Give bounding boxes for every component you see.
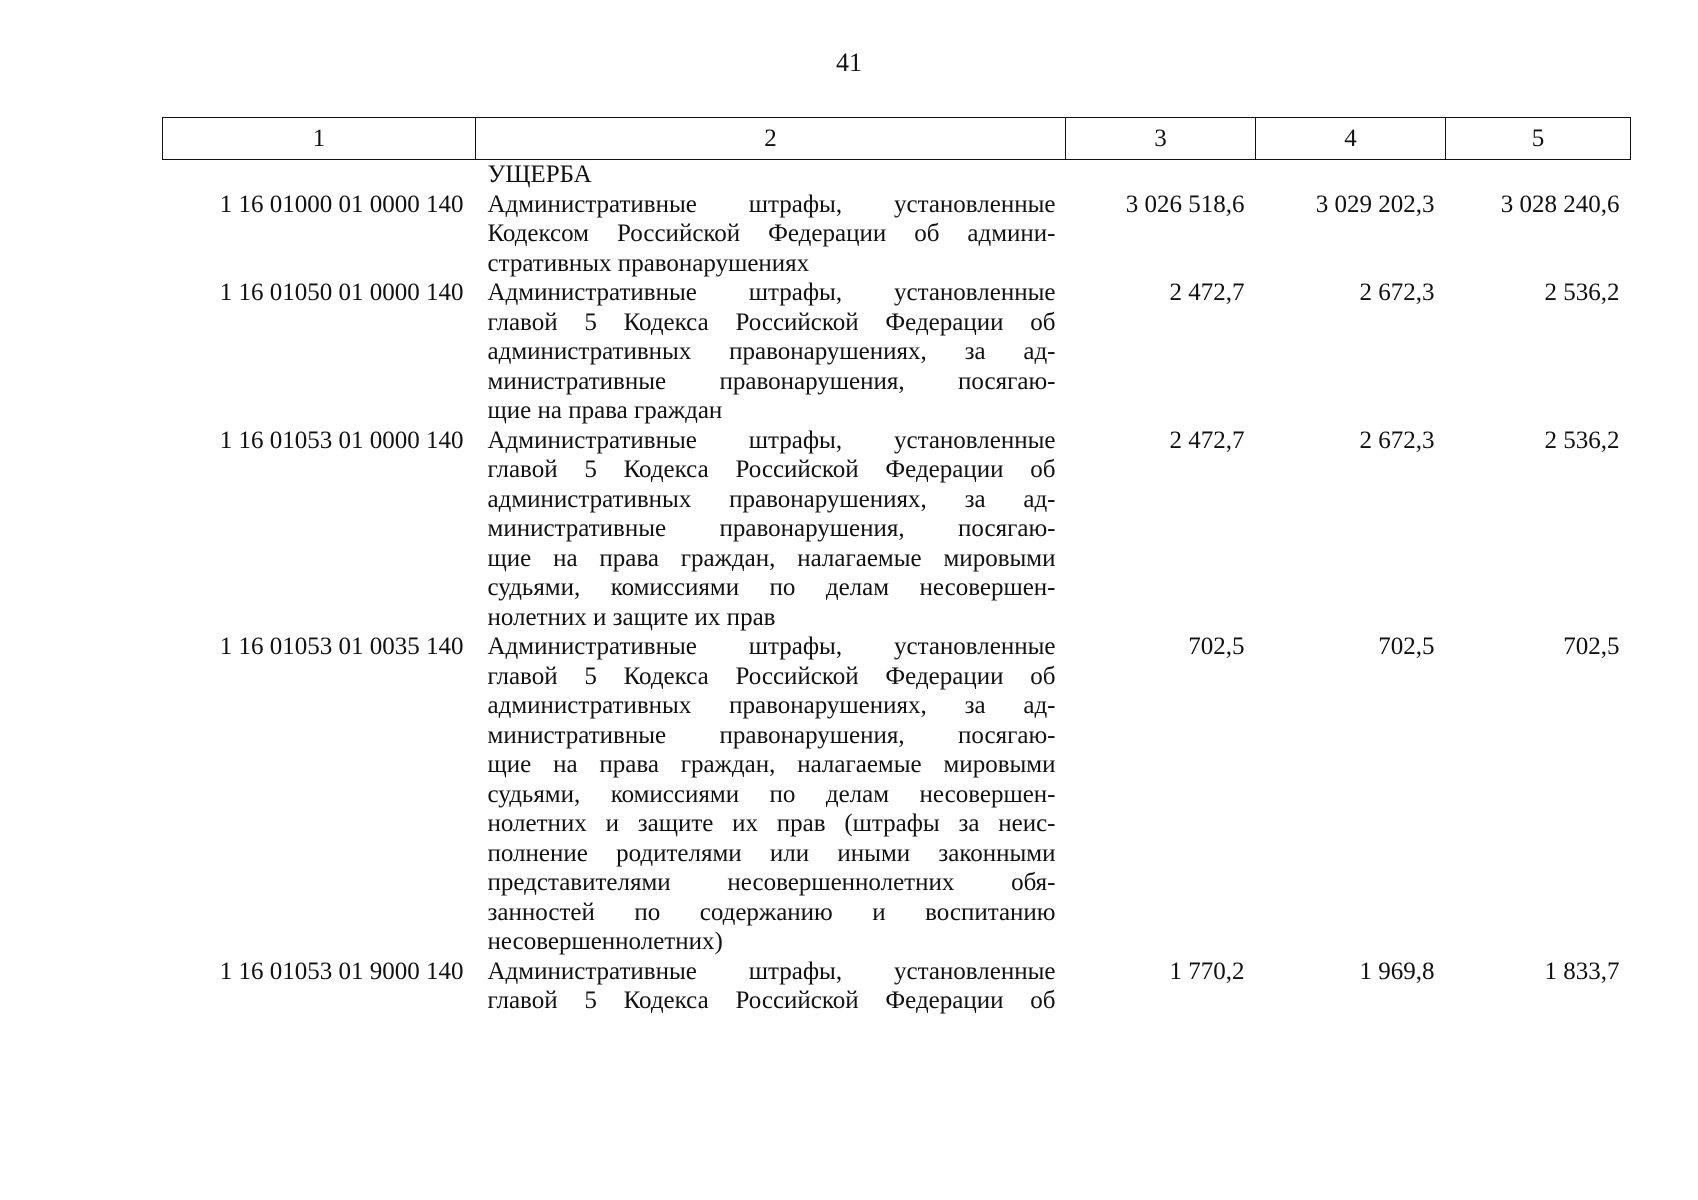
table-row <box>163 632 1631 957</box>
column-header-1: 1 <box>163 118 476 160</box>
table-row <box>163 426 1631 633</box>
description-line: стративных правонарушениях <box>487 249 810 277</box>
table-row <box>163 190 1631 279</box>
column-header-5: 5 <box>1446 118 1631 160</box>
budget-code-cell: 1 16 01053 01 0035 140 <box>219 633 464 660</box>
amount-cell-col5: 702,5 <box>1563 633 1620 660</box>
amount-cell-col4: 2 672,3 <box>1359 426 1435 454</box>
description-line: министративные правонарушения, посягаю- <box>487 367 1056 395</box>
description-line: главой 5 Кодекса Российской Федерации об <box>487 456 1056 483</box>
description-line: административных правонарушениях, за ад- <box>487 485 1056 513</box>
table-row <box>163 957 1631 1016</box>
description-cell <box>476 426 1066 633</box>
description-line: занностей по содержанию и воспитанию <box>487 898 1056 926</box>
budget-code-cell: 1 16 01053 01 9000 140 <box>219 957 464 985</box>
column-header-2: 2 <box>476 118 1066 160</box>
description-cell <box>476 278 1066 426</box>
description-line: Административные штрафы, установленные <box>487 426 1056 454</box>
description-line: административных правонарушениях, за ад- <box>487 692 1056 719</box>
description-line: судьями, комиссиями по делам несовершен- <box>487 780 1056 808</box>
table-header-row <box>163 118 1631 160</box>
amount-cell-col3: 1 770,2 <box>1169 957 1245 985</box>
continuation-text: УЩЕРБА <box>487 161 592 188</box>
description-line: представителями несовершеннолетних обя- <box>487 869 1056 896</box>
description-line: Административные штрафы, установленные <box>487 190 1056 218</box>
amount-cell-col4: 702,5 <box>1378 633 1435 660</box>
description-line: несовершеннолетних) <box>487 928 723 955</box>
description-cell <box>476 957 1066 1016</box>
amount-cell-col5: 1 833,7 <box>1544 957 1620 985</box>
amount-cell-col3: 2 472,7 <box>1169 426 1245 454</box>
table-row <box>163 278 1631 426</box>
description-line: щие на права граждан <box>487 397 723 424</box>
description-line: Административные штрафы, установленные <box>487 633 1056 660</box>
budget-table <box>162 117 1631 1016</box>
description-line: Кодексом Российской Федерации об админи- <box>487 220 1056 247</box>
description-line: главой 5 Кодекса Российской Федерации об <box>487 662 1056 690</box>
description-line: административных правонарушениях, за ад- <box>487 338 1056 365</box>
description-line: щие на права граждан, налагаемые мировыми <box>487 751 1056 778</box>
description-line: нолетних и защите их прав (штрафы за неис- <box>487 810 1056 837</box>
page-number: 41 <box>836 48 862 77</box>
amount-cell-col3: 3 026 518,6 <box>1125 190 1245 218</box>
continuation-row <box>163 160 1631 190</box>
description-line: Административные штрафы, установленные <box>487 957 1056 985</box>
description-line: полнение родителями или иными законными <box>487 839 1056 867</box>
description-line: министративные правонарушения, посягаю- <box>487 721 1056 749</box>
continuation-code-cell <box>163 160 476 190</box>
column-header-3: 3 <box>1066 118 1256 160</box>
amount-cell-col3: 2 472,7 <box>1169 279 1245 306</box>
description-line: судьями, комиссиями по делам несовершен- <box>487 574 1056 601</box>
amount-cell-col4: 3 029 202,3 <box>1315 190 1435 218</box>
column-header-4: 4 <box>1256 118 1446 160</box>
description-line: главой 5 Кодекса Российской Федерации об <box>487 308 1056 336</box>
budget-code-cell: 1 16 01000 01 0000 140 <box>219 190 464 218</box>
description-line: главой 5 Кодекса Российской Федерации об <box>487 987 1056 1014</box>
amount-cell-col5: 3 028 240,6 <box>1500 190 1620 218</box>
amount-cell-col4: 1 969,8 <box>1359 957 1435 985</box>
amount-cell-col5: 2 536,2 <box>1544 279 1620 306</box>
amount-cell-col4: 2 672,3 <box>1359 279 1435 306</box>
budget-code-cell: 1 16 01053 01 0000 140 <box>219 426 464 454</box>
budget-code-cell: 1 16 01050 01 0000 140 <box>219 279 464 306</box>
description-line: Административные штрафы, установленные <box>487 279 1056 306</box>
amount-cell-col5: 2 536,2 <box>1544 426 1620 454</box>
description-line: нолетних и защите их прав <box>487 603 776 631</box>
amount-cell-col3: 702,5 <box>1188 633 1245 660</box>
description-cell <box>476 190 1066 279</box>
description-cell <box>476 632 1066 957</box>
description-line: министративные правонарушения, посягаю- <box>487 515 1056 542</box>
description-line: щие на права граждан, налагаемые мировыми <box>487 544 1056 572</box>
